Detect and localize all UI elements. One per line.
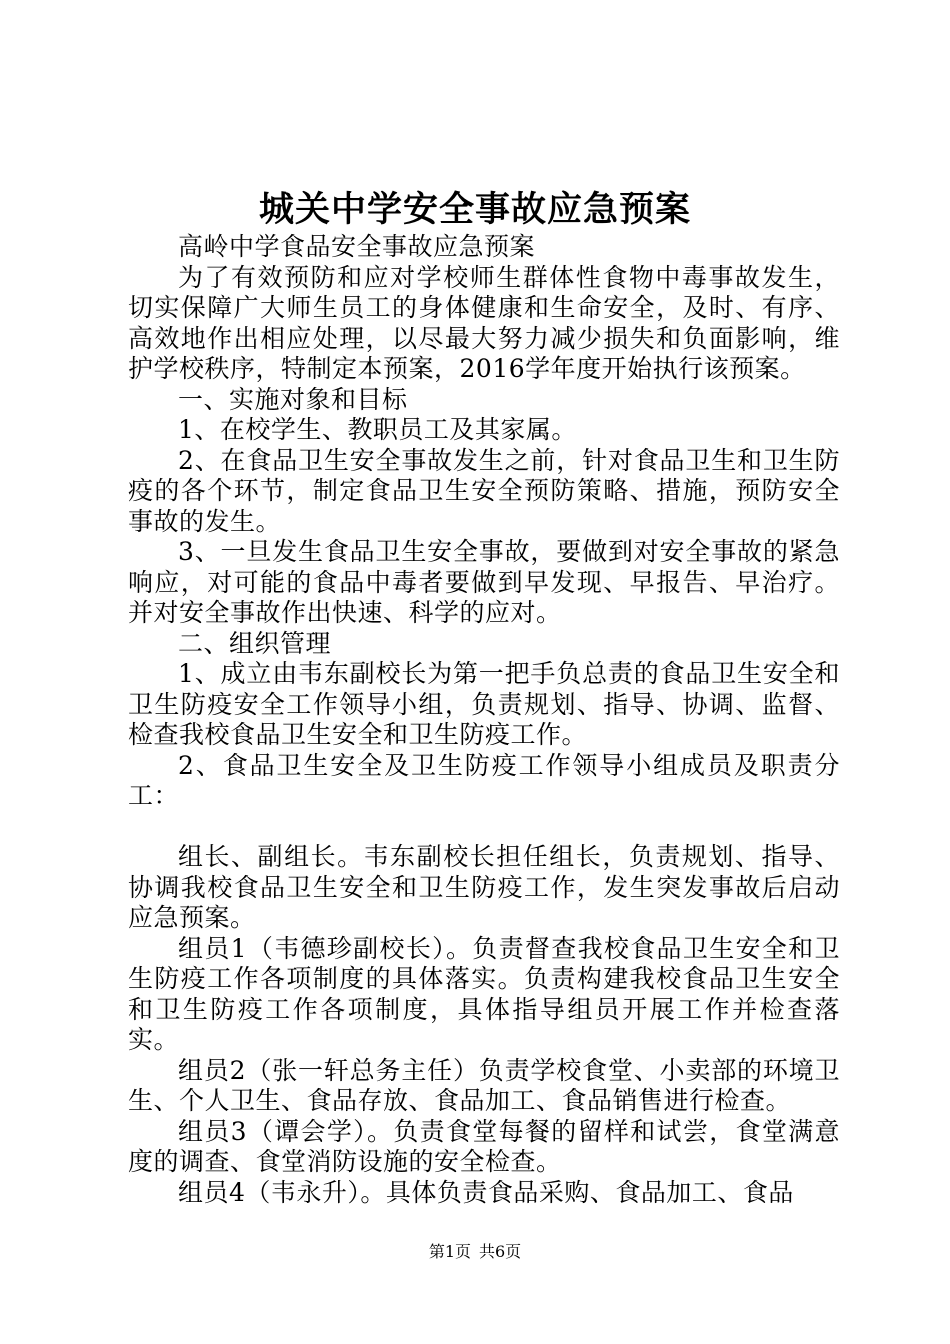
intro-paragraph: 为了有效预防和应对学校师生群体性食物中毒事故发生，切实保障广大师生员工的身体健康和生命安全，及时、有序、高效地作出相应处理，以尽最大努力减少损失和负面影响，维护学校秩序，特制定本预案，2016学年度开始执行该预案。 [128,262,840,383]
paragraph-2-1: 1、成立由韦东副校长为第一把手负总责的食品卫生安全和卫生防疫安全工作领导小组，负责规划、指导、协调、监督、检查我校食品卫生安全和卫生防疫工作。 [128,659,840,749]
paragraph-1-2: 2、在食品卫生安全事故发生之前，针对食品卫生和卫生防疫的各个环节，制定食品卫生安全预防策略、措施，预防安全事故的发生。 [128,445,840,536]
paragraph-leader: 组长、副组长。韦东副校长担任组长，负责规划、指导、协调我校食品卫生安全和卫生防疫工作，发生突发事故后启动应急预案。 [128,842,840,932]
document-body [128,232,840,1208]
paragraph-member-1: 组员1（韦德珍副校长）。负责督查我校食品卫生安全和卫生防疫工作各项制度的具体落实。负责构建我校食品卫生安全和卫生防疫工作各项制度，具体指导组员开展工作并检查落实。 [128,933,840,1054]
section-heading-2: 二、组织管理 [178,628,332,658]
paragraph-2-2: 2、食品卫生安全及卫生防疫工作领导小组成员及职责分工： [128,750,840,810]
paragraph-member-4: 组员4（韦永升）。具体负责食品采购、食品加工、食品 [178,1177,794,1207]
page-footer [0,1241,950,1263]
paragraph-1-1: 1、在校学生、教职员工及其家属。 [178,415,577,444]
blank-line [128,812,840,843]
page-total: 共6页 [479,1242,522,1261]
paragraph-member-3: 组员3（谭会学）。负责食堂每餐的留样和试尝，食堂满意度的调查、食堂消防设施的安全检查。 [128,1116,840,1176]
page-number: 第1页 [428,1242,471,1261]
document-title: 城关中学安全事故应急预案 [258,189,691,230]
paragraph-member-2: 组员2（张一轩总务主任）负责学校食堂、小卖部的环境卫生、个人卫生、食品存放、食品加工、食品销售进行检查。 [128,1055,840,1115]
paragraph-1-3: 3、一旦发生食品卫生安全事故，要做到对安全事故的紧急响应，对可能的食品中毒者要做到早发现、早报告、早治疗。并对安全事故作出快速、科学的应对。 [128,537,840,627]
section-heading-1: 一、实施对象和目标 [178,384,408,414]
subtitle-paragraph: 高岭中学食品安全事故应急预案 [178,232,536,261]
